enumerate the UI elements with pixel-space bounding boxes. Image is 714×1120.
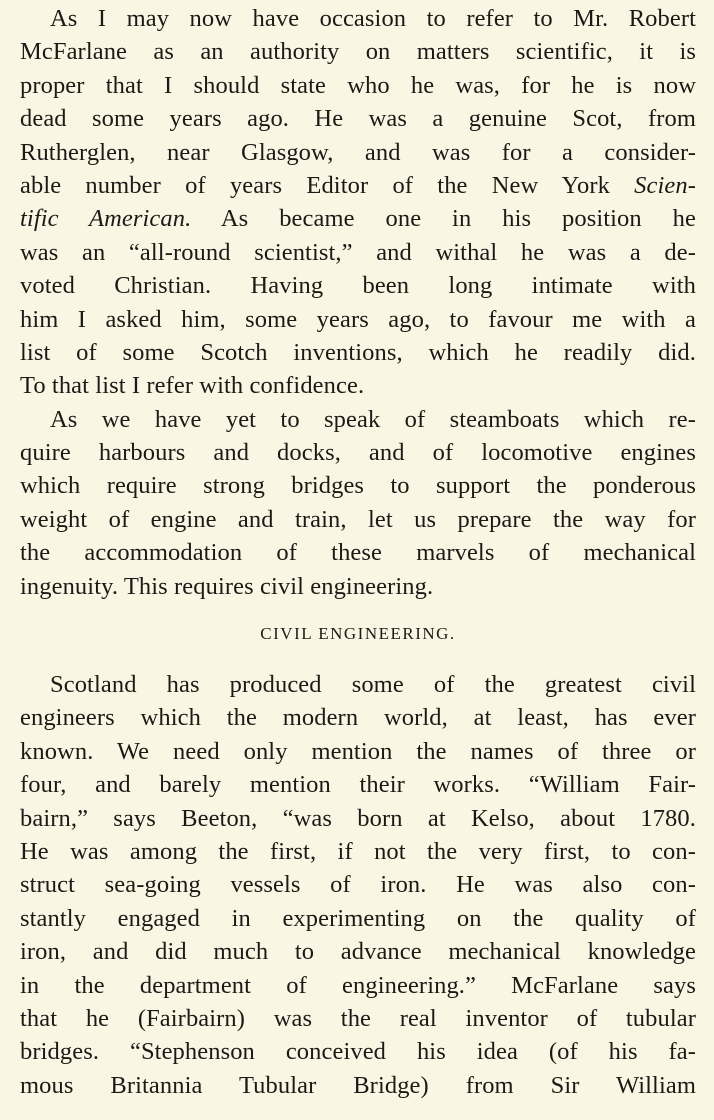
text-line: engineers which the modern world, at least, has ever — [20, 704, 696, 732]
text-line: voted Christian. Having been long intimate with — [20, 272, 696, 300]
text-line: To that list I refer with confidence. — [20, 372, 365, 400]
text-line: Rutherglen, near Glasgow, and was for a consider- — [20, 138, 696, 166]
text-line: mous Britannia Tubular Bridge) from Sir William — [20, 1071, 696, 1099]
text-line: weight of engine and train, let us prepare the way for — [20, 505, 696, 533]
text-line: proper that I should state who he was, for he is now — [20, 71, 696, 99]
text-line: was an “all-round scientist,” and withal he was a de- — [20, 238, 696, 266]
text-line: quire harbours and docks, and of locomotive engines — [20, 439, 696, 467]
paragraph-civil-engineers — [20, 668, 696, 1102]
paragraph-mcfarlane — [20, 2, 696, 403]
italic-title: Scien- — [634, 171, 696, 199]
text-segment: able number of years Editor of the New York — [20, 171, 635, 199]
text-line: bridges. “Stephenson conceived his idea (of his fa- — [20, 1038, 696, 1066]
text-line: in the department of engineering.” McFarlane says — [20, 971, 696, 999]
text-line: known. We need only mention the names of three or — [20, 737, 696, 765]
italic-title: tific American. — [20, 205, 192, 233]
text-line: that he (Fairbairn) was the real inventor of tubular — [20, 1004, 696, 1032]
paragraph-steamboats — [20, 403, 696, 603]
text-line: He was among the first, if not the very first, to con- — [20, 837, 696, 865]
text-line: him I asked him, some years ago, to favour me with a — [20, 305, 696, 333]
text-line: As I may now have occasion to refer to Mr. Robert — [50, 5, 696, 32]
text-line: As we have yet to speak of steamboats which re- — [50, 405, 696, 433]
text-line: McFarlane as an authority on matters scientific, it is — [20, 38, 696, 66]
text-line — [20, 202, 696, 235]
text-line: dead some years ago. He was a genuine Scot, from — [20, 105, 696, 133]
text-line: four, and barely mention their works. “William Fair- — [20, 771, 696, 799]
text-line — [20, 169, 696, 202]
text-line: bairn,” says Beeton, “was born at Kelso, about 1780. — [20, 804, 696, 832]
text-segment: As became one in his position he — [191, 205, 696, 233]
text-line: list of some Scotch inventions, which he readily did. — [20, 338, 696, 366]
text-line: iron, and did much to advance mechanical knowledge — [20, 938, 696, 966]
text-line: ingenuity. This requires civil engineering. — [20, 572, 434, 600]
text-line: struct sea-going vessels of iron. He was also con- — [20, 871, 696, 899]
text-line: stantly engaged in experimenting on the quality of — [20, 904, 696, 932]
text-line: the accommodation of these marvels of mechanical — [20, 539, 696, 567]
text-line: which require strong bridges to support the ponderous — [20, 472, 696, 500]
text-line: Scotland has produced some of the greatest civil — [50, 671, 696, 699]
section-heading: CIVIL ENGINEERING. — [260, 624, 456, 644]
